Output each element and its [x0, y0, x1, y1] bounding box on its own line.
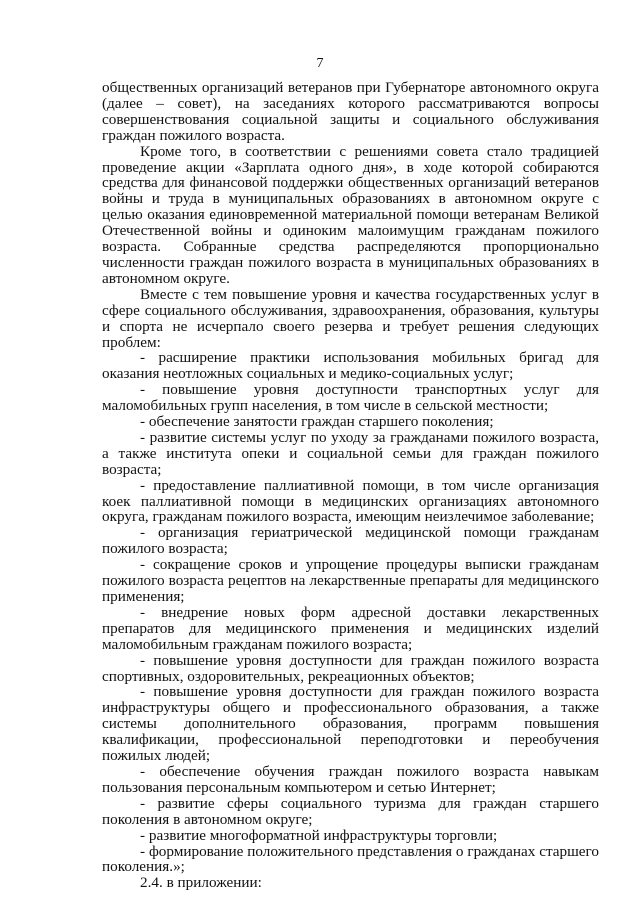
list-item: - внедрение новых форм адресной доставки лекарственных препаратов для медицинского применения и медицинских изделий маломобильным гражданам пожилого возраста; [102, 603, 599, 653]
list-item: - обеспечение обучения граждан пожилого возраста навыкам пользования персональным компьютером и сетью Интернет; [102, 762, 599, 796]
list-item: - расширение практики использования мобильных бригад для оказания неотложных социальных и медико-социальных услуг; [102, 349, 599, 383]
page-number: 7 [316, 56, 324, 71]
list-item: - повышение уровня доступности для граждан пожилого возраста спортивных, оздоровительных, рекреационных объектов; [102, 651, 599, 685]
list-item: - формирование положительного представления о гражданах старшего поколения.»; [102, 842, 599, 876]
list-item: - предоставление паллиативной помощи, в том числе организация коек паллиативной помощи в медицинских организациях автономного округа, гражданам пожилого возраста, имеющим неизлечимое заболевание; [102, 476, 599, 526]
list-item: - повышение уровня доступности для граждан пожилого возраста инфраструктуры общего и профессионального образования, а также системы дополнительного образования, программ повышения квалификации, профессиональной переподготовки и переобучения пожилых людей; [102, 683, 599, 765]
list-item: - сокращение сроков и упрощение процедуры выписки гражданам пожилого возраста рецептов на лекарственные препараты для медицинского применения; [102, 556, 599, 605]
list-item: - организация гериатрической медицинской помощи гражданам пожилого возраста; [102, 524, 599, 558]
list-item: - повышение уровня доступности транспортных услуг для маломобильных групп населения, в том числе в сельской местности; [102, 381, 599, 415]
document-body [102, 80, 599, 891]
paragraph: общественных организаций ветеранов при Губернаторе автономного округа (далее – совет), на заседаниях которого рассматриваются вопросы совершенствования социальной защиты и социального обслуживания граждан пожилого возраста. [102, 79, 599, 144]
list-item: - развитие сферы социального туризма для граждан старшего поколения в автономном округе; [102, 794, 599, 828]
list-item: - обеспечение занятости граждан старшего поколения; [140, 413, 494, 431]
section-heading: 2.4. в приложении: [140, 874, 262, 892]
paragraph: Кроме того, в соответствии с решениями совета стало традицией проведение акции «Зарплата одного дня», в ходе которой собираются средства для финансовой поддержки общественных организаций ветеранов войны и труда в муниципальных образованиях в автономном округе с целью оказания единовременной материальной помощи ветеранам Великой Отечественной войны и одиноким малоимущим гражданам пожилого возраста. Собранные средства распределяются пропорционально численности граждан пожилого возраста в муниципальных образованиях в автономном округе. [102, 142, 599, 287]
list-item: - развитие многоформатной инфраструктуры торговли; [140, 826, 498, 844]
list-item: - развитие системы услуг по уходу за гражданами пожилого возраста, а также института опеки и социальной семьи для граждан пожилого возраста; [102, 428, 599, 478]
paragraph: Вместе с тем повышение уровня и качества государственных услуг в сфере социального обслуживания, здравоохранения, образования, культуры и спорта не исчерпало своего резерва и требует решения следующих проблем: [102, 285, 599, 351]
